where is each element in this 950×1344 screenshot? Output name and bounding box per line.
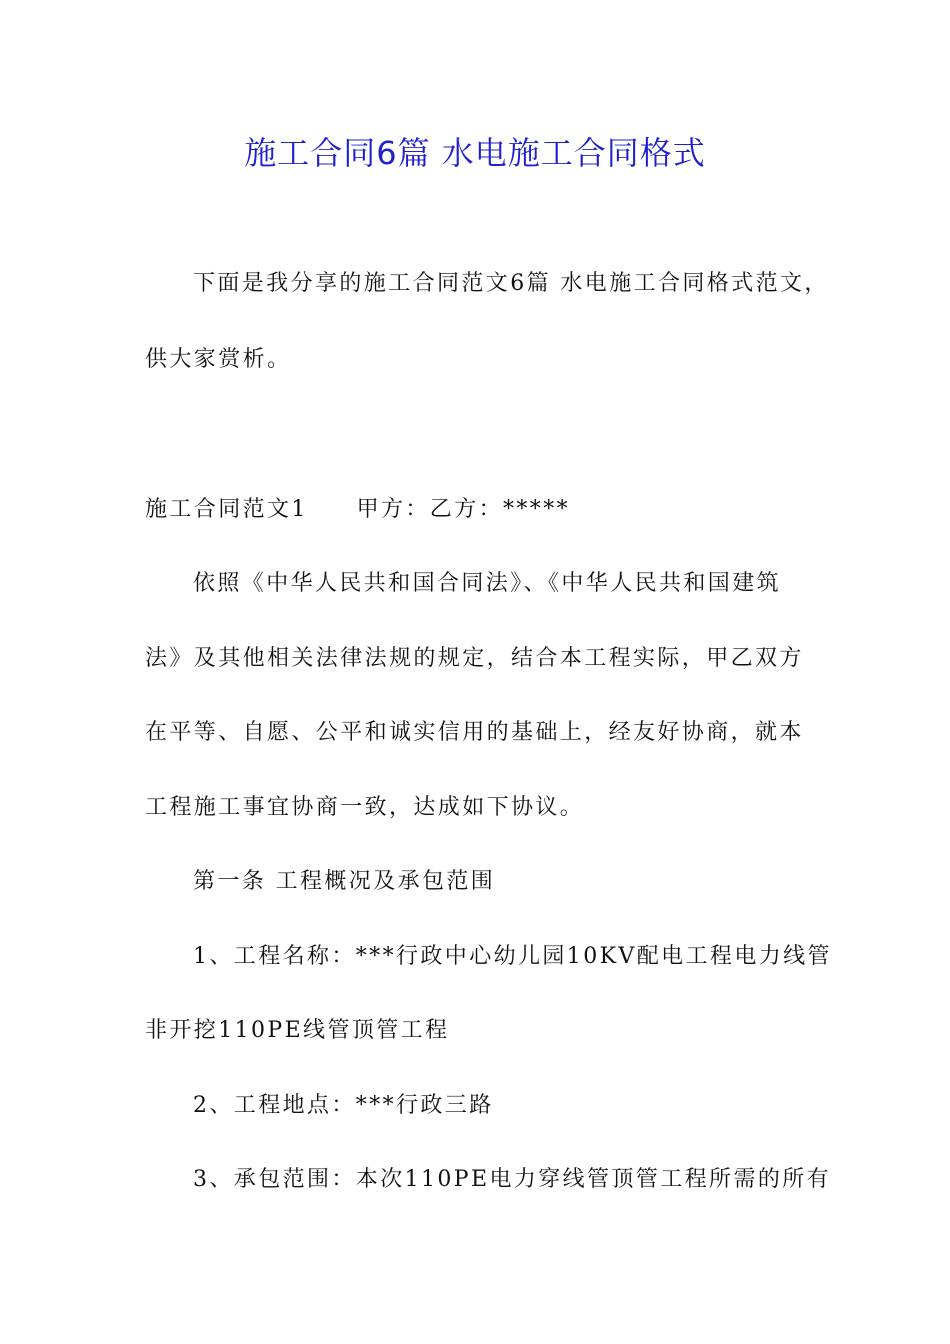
document-title: 施工合同6篇 水电施工合同格式: [244, 134, 706, 172]
section-heading-sample-1: 施工合同范文1 甲方：乙方：*****: [145, 497, 570, 522]
list-item-continuation: 非开挖110PE线管顶管工程: [145, 1018, 450, 1043]
list-item: 2、工程地点：***行政三路: [193, 1093, 494, 1118]
paragraph-line: 工程施工事宜协商一致，达成如下协议。: [145, 795, 585, 820]
paragraph-line: 在平等、自愿、公平和诚实信用的基础上，经友好协商，就本: [145, 720, 804, 745]
intro-line-2: 供大家赏析。: [145, 347, 292, 372]
intro-line-1: 下面是我分享的施工合同范文6篇 水电施工合同格式范文，: [193, 271, 829, 296]
list-item: 3、承包范围：本次110PE电力穿线管顶管工程所需的所有: [193, 1167, 832, 1192]
paragraph-line: 法》及其他相关法律法规的规定，结合本工程实际，甲乙双方: [145, 646, 804, 671]
paragraph-line: 依照《中华人民共和国合同法》、《中华人民共和国建筑: [193, 571, 782, 596]
list-item: 1、工程名称：***行政中心幼儿园10KV配电工程电力线管: [193, 944, 832, 969]
article-heading: 第一条 工程概况及承包范围: [193, 869, 496, 894]
